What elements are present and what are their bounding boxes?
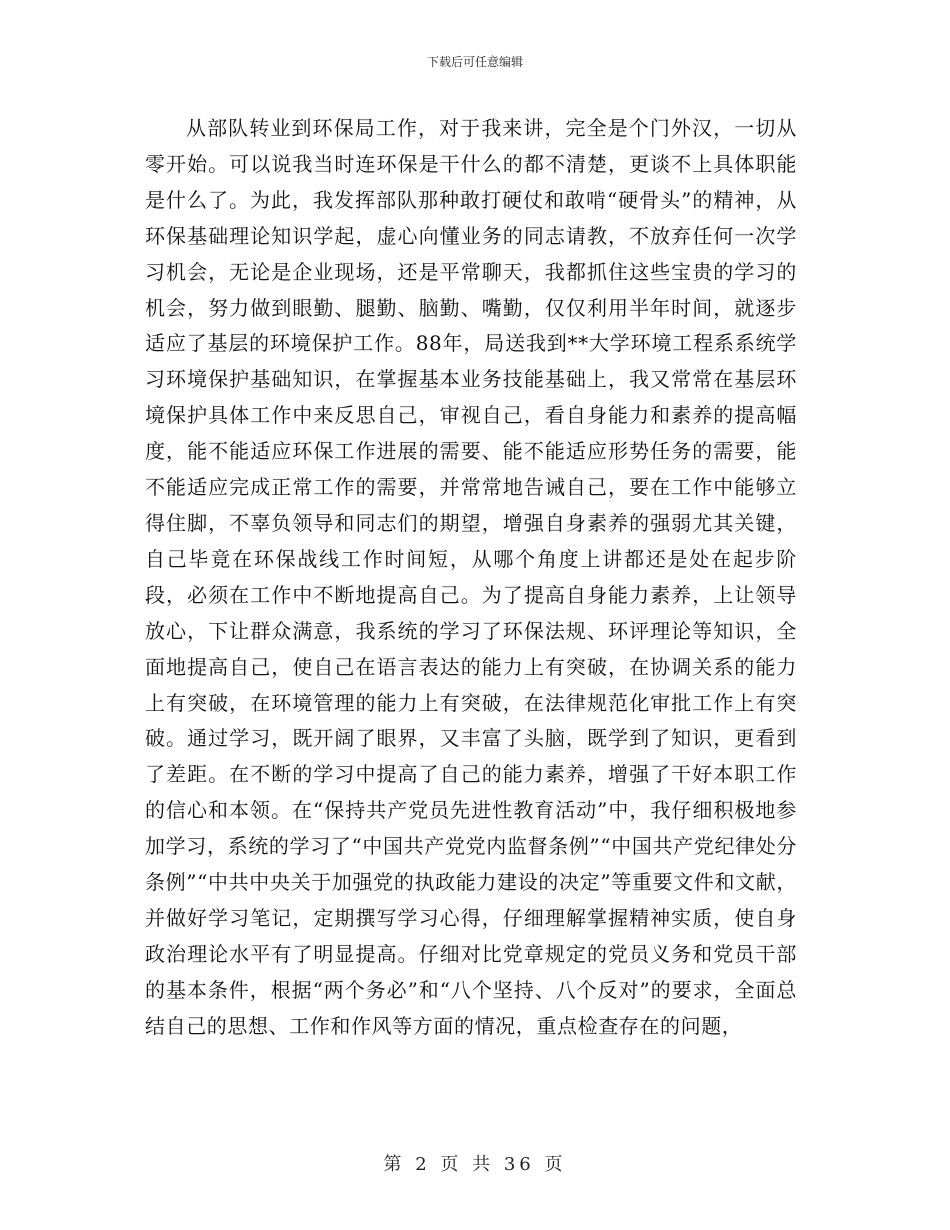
- body-paragraph: 从部队转业到环保局工作，对于我来讲，完全是个门外汉，一切从零开始。可以说我当时连环保是干什么的都不清楚，更谈不上具体职能是什么了。为此，我发挥部队那种敢打硬仗和敢啃“硬骨头”的精神，从环保基础理论知识学起，虚心向懂业务的同志请教，不放弃任何一次学习机会，无论是企业现场，还是平常聊天，我都抓住这些宝贵的学习的机会，努力做到眼勤、腿勤、脑勤、嘴勤，仅仅利用半年时间，就逐步适应了基层的环境保护工作。88年，局送我到**大学环境工程系系统学习环境保护基础知识，在掌握基本业务技能基础上，我又常常在基层环境保护具体工作中来反思自己，审视自己，看自身能力和素养的提高幅度，能不能适应环保工作进展的需要、能不能适应形势任务的需要，能不能适应完成正常工作的需要，并常常地告诫自己，要在工作中能够立得住脚，不辜负领导和同志们的期望，增强自身素养的强弱尤其关键，自己毕竟在环保战线工作时间短，从哪个角度上讲都还是处在起步阶段，必须在工作中不断地提高自己。为了提高自身能力素养，上让领导放心，下让群众满意，我系统的学习了环保法规、环评理论等知识，全面地提高自己，使自己在语言表达的能力上有突破，在协调关系的能力上有突破，在环境管理的能力上有突破，在法律规范化审批工作上有突破。通过学习，既开阔了眼界，又丰富了头脑，既学到了知识，更看到了差距。在不断的学习中提高了自己的能力素养，增强了干好本职工作的信心和本领。在“保持共产党员先进性教育活动”中，我仔细积极地参加学习，系统的学习了“中国共产党党内监督条例”“中国共产党纪律处分条例”“中共中央关于加强党的执政能力建设的决定”等重要文件和文献，并做好学习笔记，定期撰写学习心得，仔细理解掌握精神实质，使自身政治理论水平有了明显提高。仔细对比党章规定的党员义务和党员干部的基本条件，根据“两个务必”和“八个坚持、八个反对”的要求，全面总结自己的思想、工作和作风等方面的情况，重点检查存在的问题，: [145, 116, 797, 1038]
- page-header: 下载后可任意编辑: [426, 55, 523, 69]
- page-footer: 第 2 页 共 36 页: [383, 1154, 567, 1175]
